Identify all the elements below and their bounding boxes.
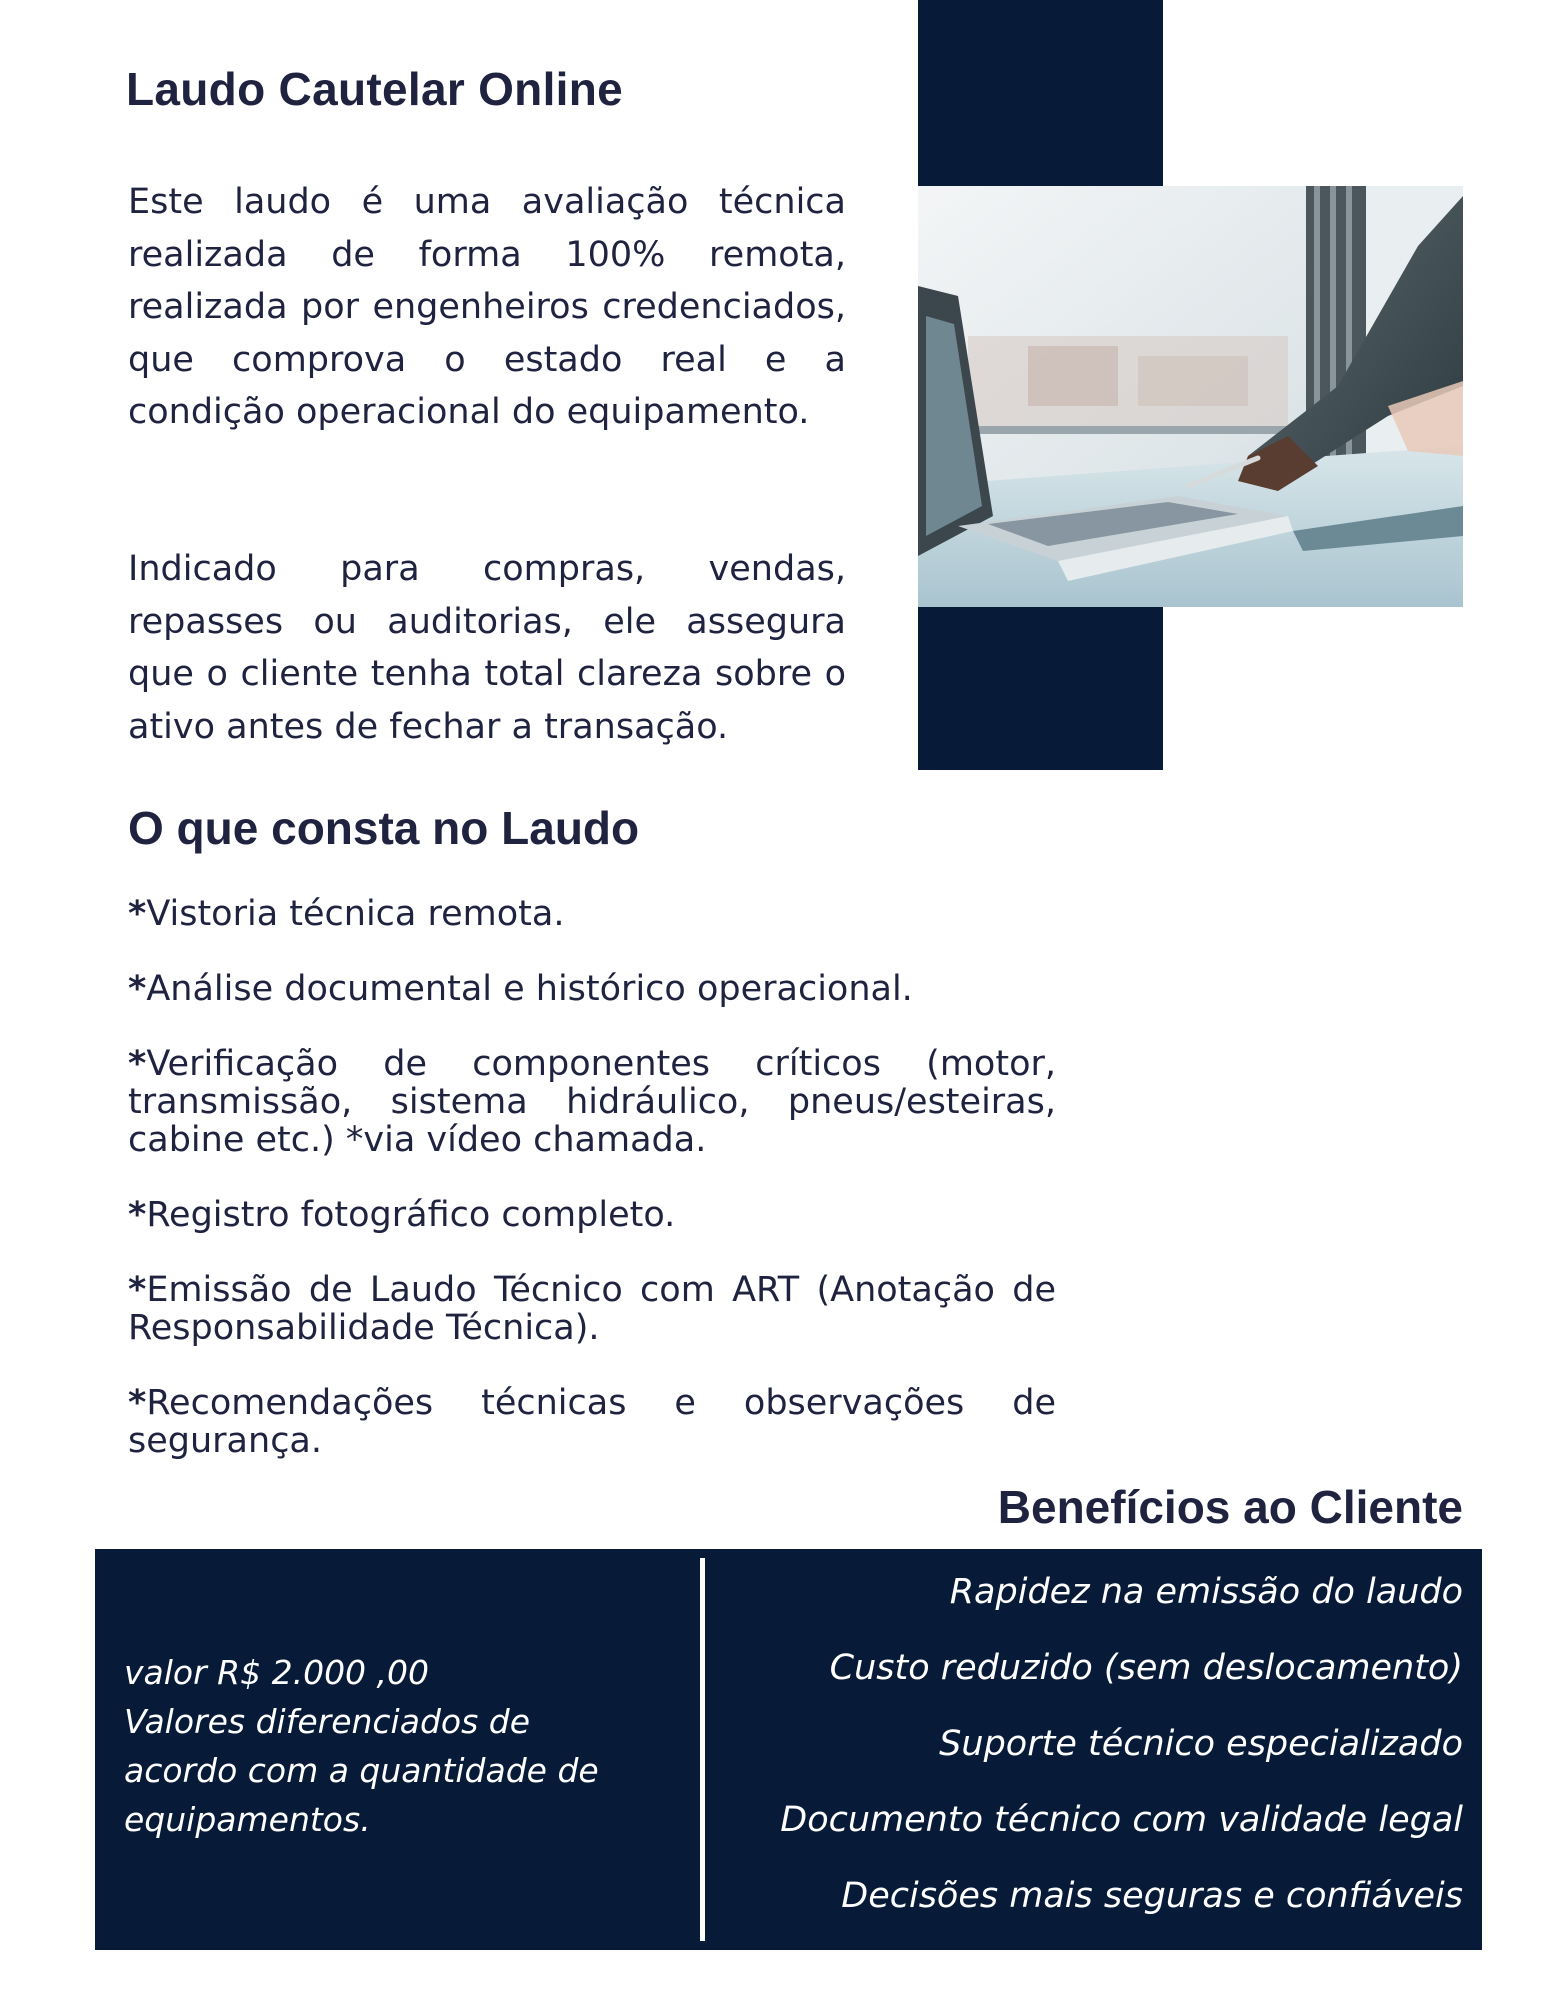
list-item-marker: * [128, 1270, 147, 1310]
laptop-photo [918, 186, 1463, 607]
benefit-item: Rapidez na emissão do laudo [949, 1572, 1463, 1612]
benefits-list [780, 1572, 1463, 1952]
benefit-item: Decisões mais seguras e confiáveis [841, 1876, 1463, 1916]
list-item [128, 970, 1056, 1008]
section-title-benefits: Benefícios ao Cliente [997, 1481, 1463, 1533]
benefit-item: Suporte técnico especializado [939, 1724, 1463, 1764]
list-item-marker: * [128, 969, 147, 1009]
price-note-line-2: acordo com a quantidade de [124, 1751, 599, 1790]
list-item [128, 895, 1056, 933]
benefit-item: Custo reduzido (sem deslocamento) [829, 1648, 1463, 1688]
price-note-line-1: Valores diferenciados de [124, 1702, 531, 1741]
intro-paragraph-1: Este laudo é uma avaliação técnica realizada de forma 100% remota, realizada por engenheiros credenciados, que comprova o estado real e a condição operacional do equipamento. [128, 182, 846, 432]
list-item-marker: * [128, 894, 147, 934]
intro-paragraph-2: Indicado para compras, vendas, repasses ou auditorias, ele assegura que o cliente tenha total clareza sobre o ativo antes de fechar a transação. [128, 549, 846, 747]
list-item-marker: * [128, 1383, 147, 1423]
laudo-contents-list [128, 895, 1056, 1497]
decorative-bar-bottom [918, 607, 1163, 770]
list-item-marker: * [128, 1044, 147, 1084]
decorative-bar-top [918, 0, 1163, 186]
list-item-text: Recomendações técnicas e observações de segurança. [128, 1383, 1056, 1461]
benefit-item: Documento técnico com validade legal [780, 1800, 1463, 1840]
list-item-text: Emissão de Laudo Técnico com ART (Anotação de Responsabilidade Técnica). [128, 1270, 1056, 1348]
list-item [128, 1271, 1056, 1347]
section-title-laudo-contents: O que consta no Laudo [128, 802, 640, 854]
list-item-text: Vistoria técnica remota. [146, 894, 565, 934]
panel-divider [700, 1558, 705, 1941]
pricing-block [124, 1648, 664, 1844]
list-item [128, 1045, 1056, 1159]
price-note-line-3: equipamentos. [124, 1800, 371, 1839]
list-item [128, 1384, 1056, 1460]
list-item-text: Registro fotográfico completo. [146, 1195, 676, 1235]
page-title: Laudo Cautelar Online [126, 63, 624, 115]
list-item [128, 1196, 1056, 1234]
list-item-text: Verificação de componentes críticos (motor, transmissão, sistema hidráulico, pneus/esteiras, cabine etc.) *via vídeo chamada. [128, 1044, 1056, 1160]
list-item-marker: * [128, 1195, 147, 1235]
list-item-text: Análise documental e histórico operacional. [146, 969, 913, 1009]
price-value: valor R$ 2.000 ,00 [124, 1653, 430, 1692]
